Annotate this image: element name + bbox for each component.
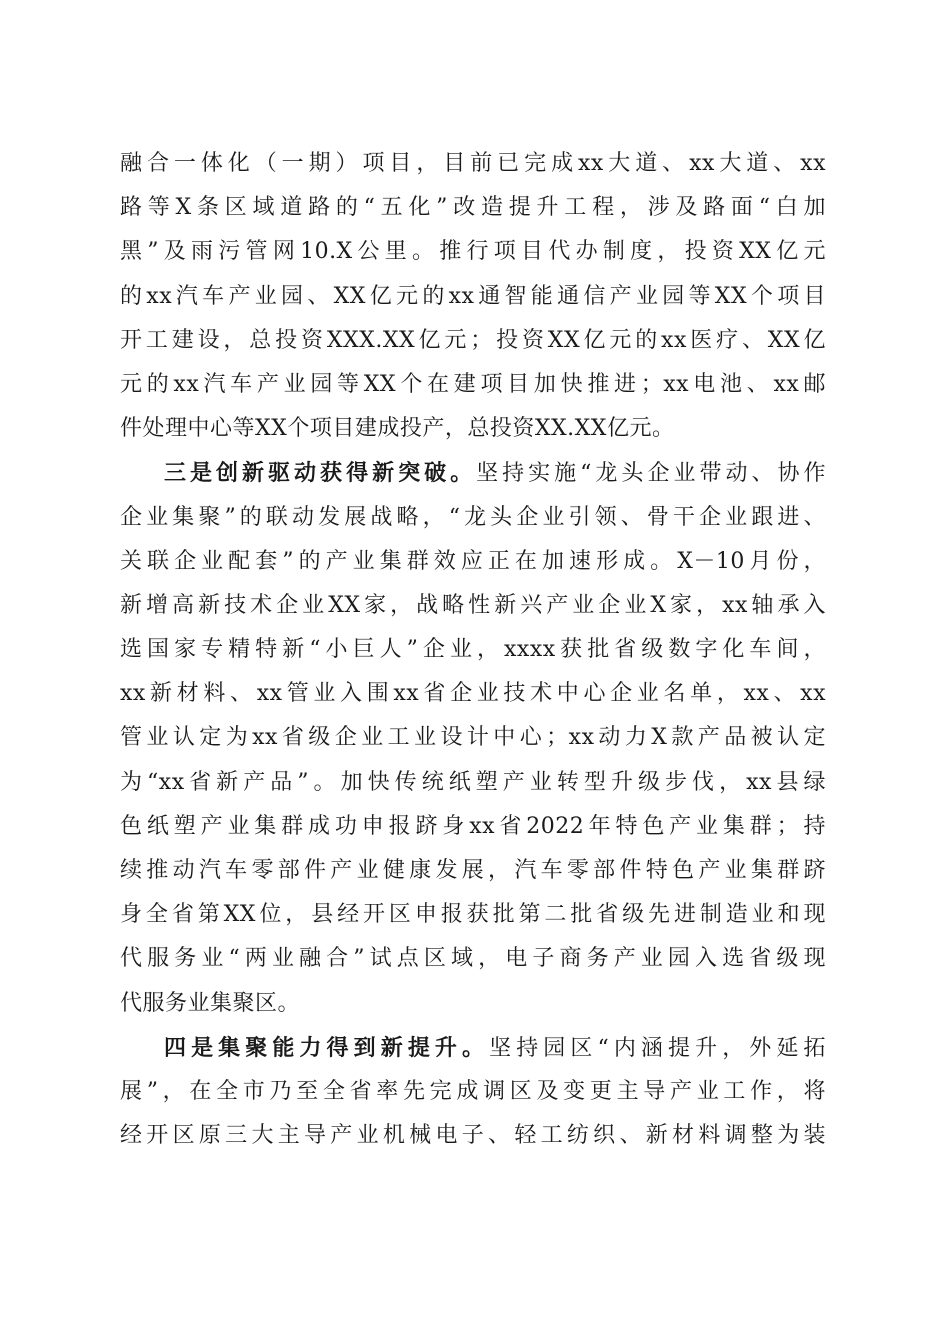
text-line: 续推动汽车零部件产业健康发展，汽车零部件特色产业集群跻 [120,858,826,883]
text-line: 的xx汽车产业园、XX亿元的xx通智能通信产业园等XX个项目 [120,283,826,309]
text-line: 黑”及雨污管网10.X公里。推行项目代办制度，投资XX亿元 [120,239,826,265]
paragraph-agglomeration [120,1026,826,1159]
text-line: 经开区原三大主导产业机械电子、轻工纺织、新材料调整为装 [120,1123,826,1149]
text-line: 管业认定为xx省级企业工业设计中心；xx动力X款产品被认定 [120,725,826,751]
text-line: 身全省第XX位，县经开区申报获批第二批省级先进制造业和现 [120,902,826,928]
section-heading: 三是创新驱动获得新突破。 [164,460,477,487]
text-line: 元的xx汽车产业园等XX个在建项目加快推进；xx电池、xx邮 [120,371,826,397]
text-line: xx新材料、xx管业入围xx省企业技术中心企业名单，xx、xx [120,681,826,707]
text-run: 坚持园区“内涵提升，外延拓 [489,1035,826,1061]
text-line: 开工建设，总投资XXX.XX亿元；投资XX亿元的xx医疗、XX亿 [120,327,826,353]
text-line: 展”，在全市乃至全省率先完成调区及变更主导产业工作，将 [120,1078,826,1104]
text-line: 路等X条区域道路的“五化”改造提升工程，涉及路面“白加 [120,195,826,221]
text-line: 代服务业集聚区。 [120,990,301,1016]
text-line: 融合一体化（一期）项目，目前已完成xx大道、xx大道、xx [120,151,826,176]
text-line: 代服务业“两业融合”试点区域，电子商务产业园入选省级现 [120,946,826,972]
text-run: 坚持实施“龙头企业带动、协作 [476,461,826,487]
text-line: 新增高新技术企业XX家，战略性新兴产业企业X家，xx轴承入 [120,592,826,618]
paragraph-first-line [120,451,826,495]
paragraph-innovation [120,451,826,1025]
paragraph-project-progress [120,142,826,451]
document-body [120,142,826,1158]
text-line: 企业集聚”的联动发展战略，“龙头企业引领、骨干企业跟进、 [120,504,826,530]
text-line: 色纸塑产业集群成功申报跻身xx省2022年特色产业集群；持 [120,813,826,839]
paragraph-first-line [120,1026,826,1070]
section-heading: 四是集聚能力得到新提升。 [164,1034,490,1061]
text-line: 件处理中心等XX个项目建成投产，总投资XX.XX亿元。 [120,416,675,442]
text-line: 选国家专精特新“小巨人”企业，xxxx获批省级数字化车间， [120,637,826,663]
text-line: 为“xx省新产品”。加快传统纸塑产业转型升级步伐，xx县绿 [120,769,826,795]
text-line: 关联企业配套”的产业集群效应正在加速形成。X－10月份， [120,548,826,574]
